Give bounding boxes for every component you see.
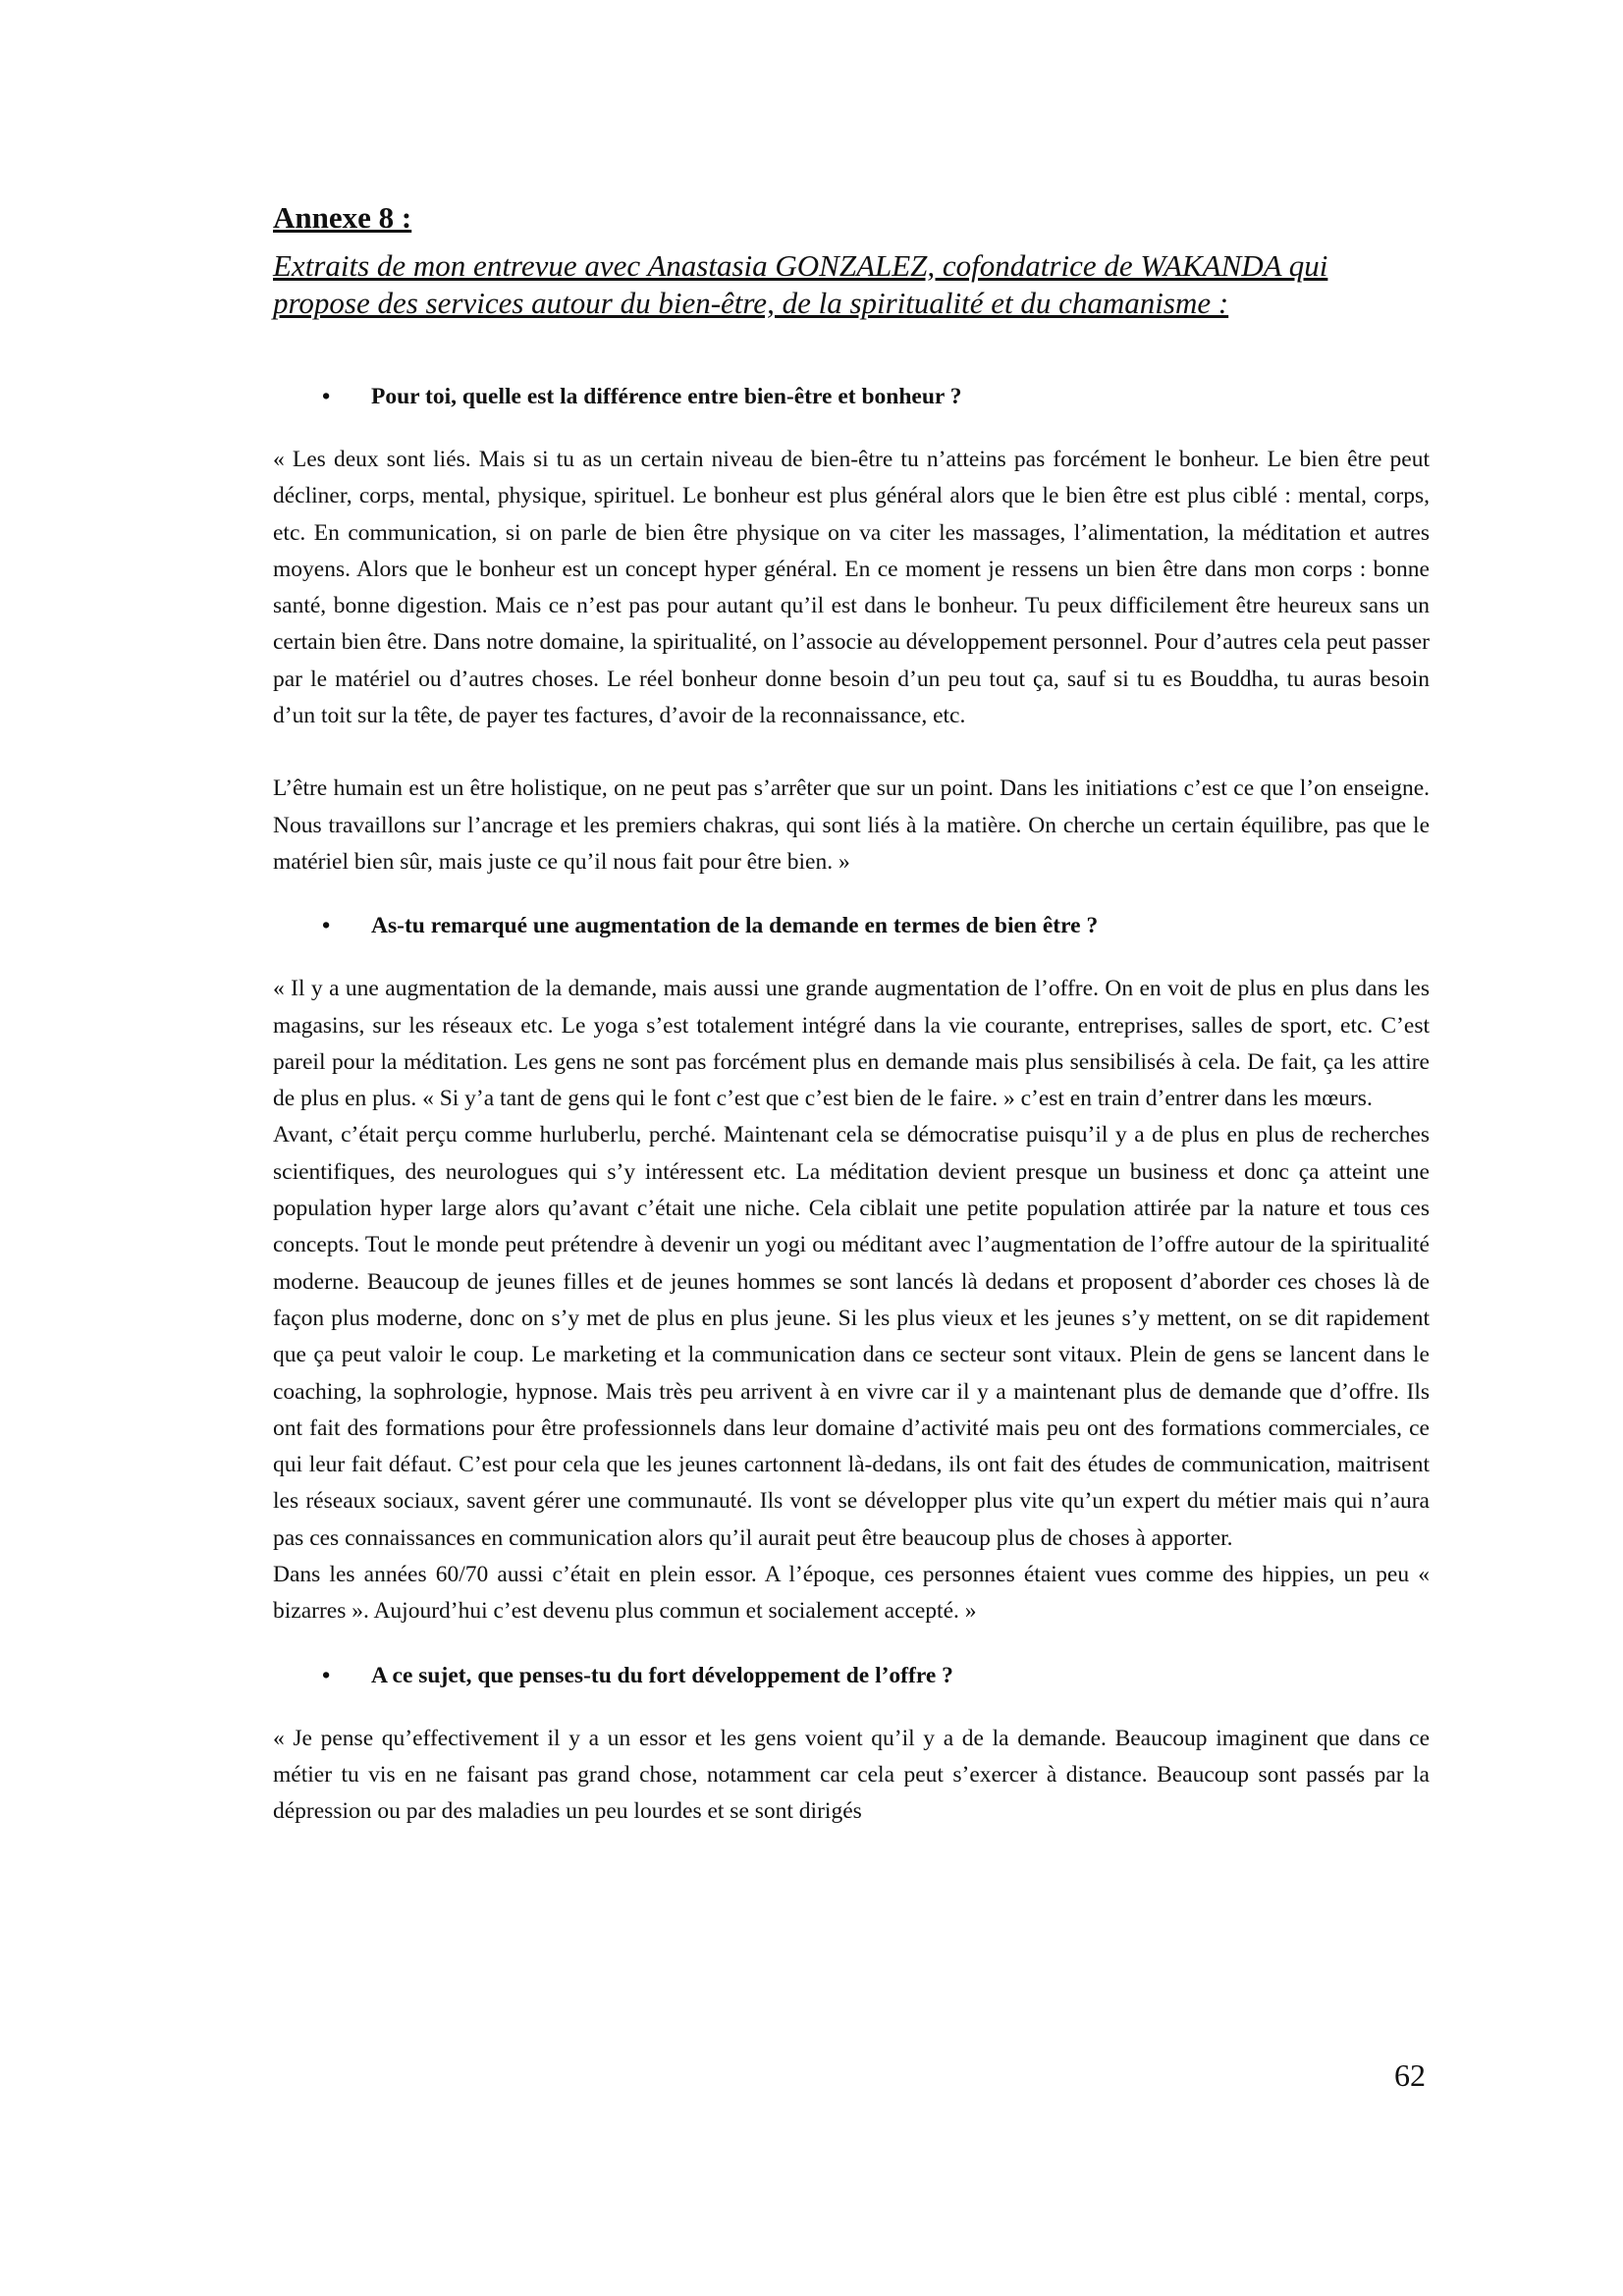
question-3 xyxy=(273,1660,1430,1691)
answer-3-paragraph-1: « Je pense qu’effectivement il y a un essor et les gens voient qu’il y a de la demande. Beaucoup imaginent que dans ce métier tu vis en ne faisant pas grand chose, notamment car cela peut s’exercer à distance. Beaucoup sont passés par la dépression ou par des maladies un peu lourdes et se sont dirigés xyxy=(273,1725,1430,1825)
question-text: A ce sujet, que penses-tu du fort développement de l’offre ? xyxy=(371,1662,953,1688)
answer-2-paragraph-3: Dans les années 60/70 aussi c’était en plein essor. A l’époque, ces personnes étaient vues comme des hippies, un peu « bizarres ». Aujourd’hui c’est devenu plus commun et socialement accepté. » xyxy=(273,1562,1430,1625)
question-1 xyxy=(273,381,1430,412)
page-content xyxy=(273,196,1430,1831)
bullet-icon: • xyxy=(322,913,331,939)
annex-title: Annexe 8 : xyxy=(273,200,412,235)
question-text: Pour toi, quelle est la différence entre bien-être et bonheur ? xyxy=(371,384,962,409)
answer-2-paragraph-1: « Il y a une augmentation de la demande, mais aussi une grande augmentation de l’offre. On en voit de plus en plus dans les magasins, sur les réseaux etc. Le yoga s’est totalement intégré dans la vie courante, entreprises, salles de sport, etc. C’est pareil pour la méditation. Les gens ne sont pas forcément plus en demande mais plus sensibilisés à cela. De fait, ça les attire de plus en plus. « Si y’a tant de gens qui le font c’est que c’est bien de le faire. » c’est en train d’entrer dans les mœurs. xyxy=(273,976,1430,1112)
bullet-icon: • xyxy=(322,384,331,409)
annex-subtitle: Extraits de mon entrevue avec Anastasia GONZALEZ, cofondatrice de WAKANDA qui propose des services autour du bien-être, de la spiritualité et du chamanisme : xyxy=(273,248,1328,320)
answer-1-paragraph-1: « Les deux sont liés. Mais si tu as un certain niveau de bien-être tu n’atteins pas forcément le bonheur. Le bien être peut décliner, corps, mental, physique, spirituel. Le bonheur est plus général alors que le bien être est plus ciblé : mental, corps, etc. En communication, si on parle de bien être physique on va citer les massages, l’alimentation, la méditation et autres moyens. Alors que le bonheur est un concept hyper général. En ce moment je ressens un bien être dans mon corps : bonne santé, bonne digestion. Mais ce n’est pas pour autant qu’il est dans le bonheur. Tu peux difficilement être heureux sans un certain bien être. Dans notre domaine, la spiritualité, on l’associe au développement personnel. Pour d’autres cela peut passer par le matériel ou d’autres choses. Le réel bonheur donne besoin d’un peu tout ça, sauf si tu es Bouddha, tu auras besoin d’un toit sur la tête, de payer tes factures, d’avoir de la reconnaissance, etc. xyxy=(273,447,1430,729)
question-text: As-tu remarqué une augmentation de la demande en termes de bien être ? xyxy=(371,913,1099,939)
bullet-icon: • xyxy=(322,1662,331,1688)
answer-1-paragraph-2: L’être humain est un être holistique, on ne peut pas s’arrêter que sur un point. Dans les initiations c’est ce que l’on enseigne. Nous travaillons sur l’ancrage et les premiers chakras, qui sont liés à la matière. On cherche un certain équilibre, pas que le matériel bien sûr, mais juste ce qu’il nous fait pour être bien. » xyxy=(273,775,1430,875)
page-number: 62 xyxy=(1394,2057,1426,2093)
question-2 xyxy=(273,910,1430,941)
answer-2-paragraph-2: Avant, c’était perçu comme hurluberlu, perché. Maintenant cela se démocratise puisqu’il y a de plus en plus de recherches scientifiques, des neurologues qui s’y intéressent etc. La méditation devient presque un business et donc ça atteint une population hyper large alors qu’avant c’était une niche. Cela ciblait une petite population attirée par la nature et tous ces concepts. Tout le monde peut prétendre à devenir un yogi ou méditant avec l’augmentation de l’offre autour de la spiritualité moderne. Beaucoup de jeunes filles et de jeunes hommes se sont lancés là dedans et proposent d’aborder ces choses là de façon plus moderne, donc on s’y met de plus en plus jeune. Si les plus vieux et les jeunes s’y mettent, on se dit rapidement que ça peut valoir le coup. Le marketing et la communication dans ce secteur sont vitaux. Plein de gens se lancent dans le coaching, la sophrologie, hypnose. Mais très peu arrivent à en vivre car il y a maintenant plus de demande que d’offre. Ils ont fait des formations pour être professionnels dans leur domaine d’activité mais peu ont des formations commerciales, ce qui leur fait défaut. C’est pour cela que les jeunes cartonnent là-dedans, ils ont fait des études de communication, maitrisent les réseaux sociaux, savent gérer une communauté. Ils vont se développer plus vite qu’un expert du métier mais qui n’aura pas ces connaissances en communication alors qu’il aurait peut être beaucoup plus de choses à apporter. xyxy=(273,1122,1430,1551)
